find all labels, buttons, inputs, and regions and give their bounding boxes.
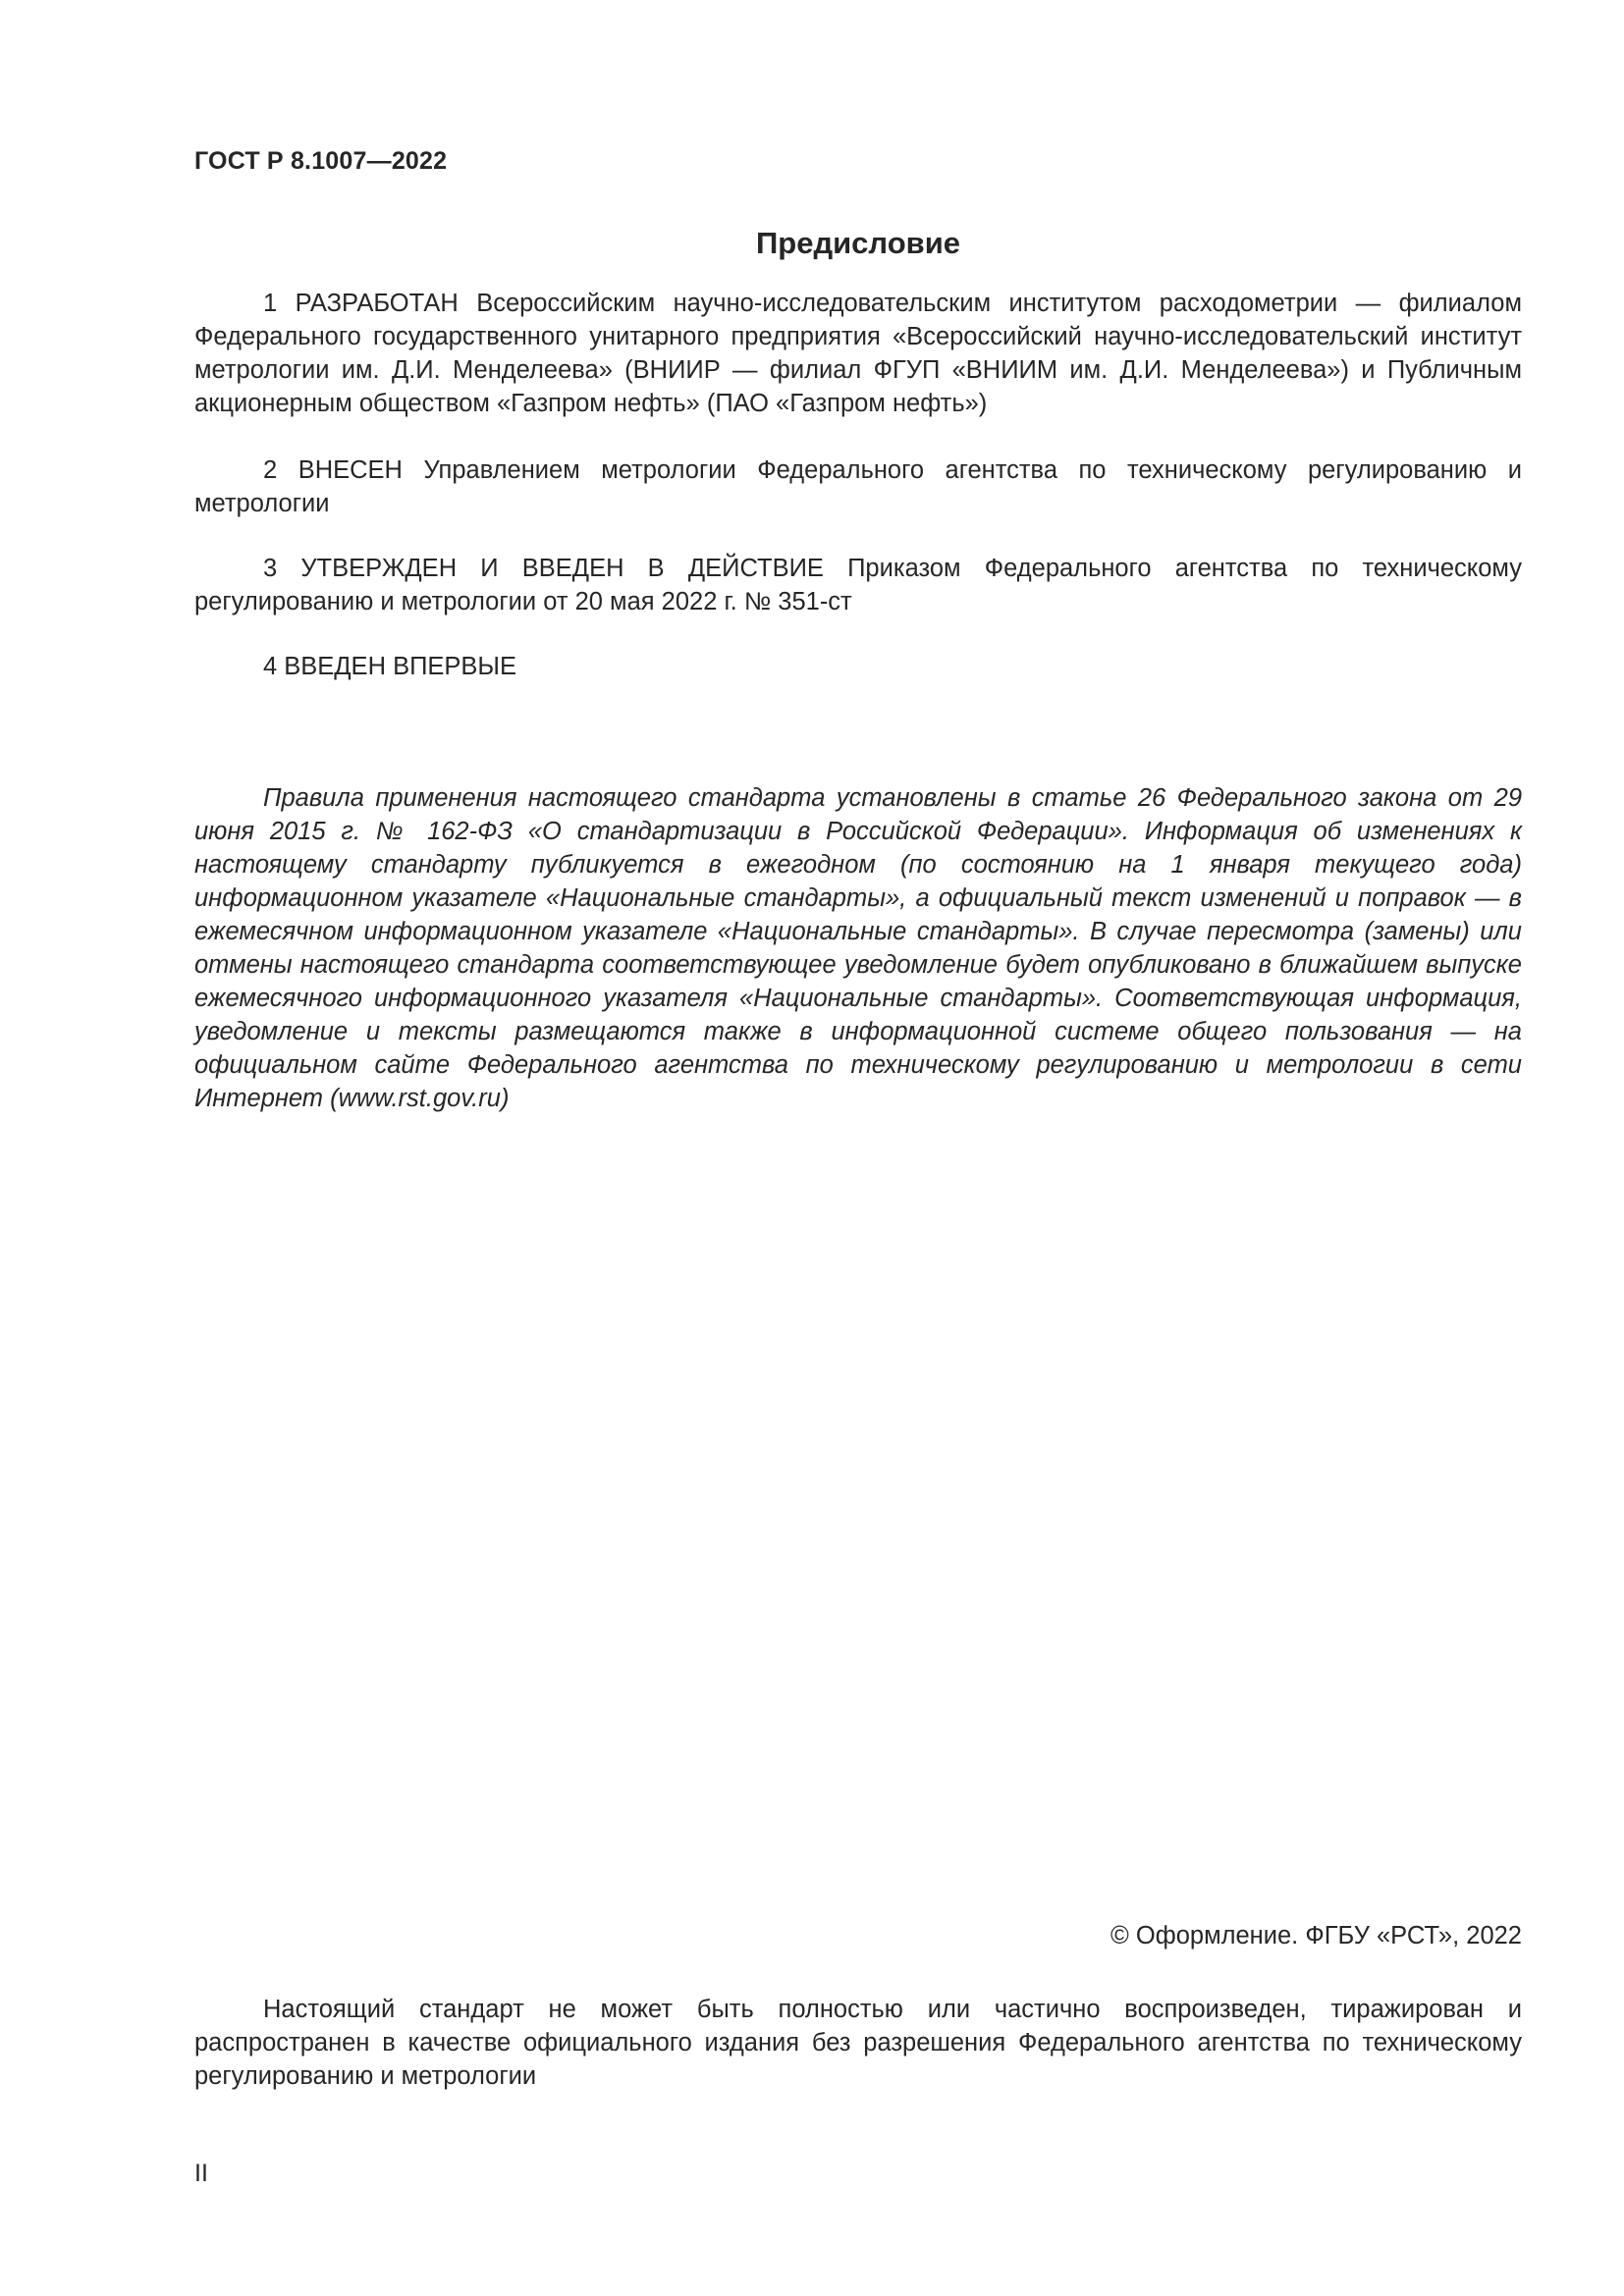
copyright-line: © Оформление. ФГБУ «РСТ», 2022 (1110, 1922, 1522, 1949)
paragraph-developed: 1 РАЗРАБОТАН Всероссийским научно-исследовательским институтом расходометрии — филиалом Федерального государственного унитарного предприятия «Всероссийский научно-исследовательский институт метрологии им. Д.И. Менделеева» (ВНИИР — филиал ФГУП «ВНИИМ им. Д.И. Менделеева») и Публичным акционерным обществом «Газпром нефть» (ПАО «Газпром нефть») (194, 290, 1522, 417)
reproduction-notice: Настоящий стандарт не может быть полностью или частично воспроизведен, тиражирован и распространен в качестве официального издания без разрешения Федерального агентства по техническому регулированию и метрологии (194, 1996, 1522, 2090)
paragraph-approved: 3 УТВЕРЖДЕН И ВВЕДЕН В ДЕЙСТВИЕ Приказом Федерального агентства по техническому регулированию и метрологии от 20 мая 2022 г. № 351-ст (194, 555, 1522, 615)
paragraph-introduced: 2 ВНЕСЕН Управлением метрологии Федерального агентства по техническому регулированию и метрологии (194, 456, 1522, 517)
document-page (194, 0, 1522, 2296)
application-rules-notice: Правила применения настоящего стандарта установлены в статье 26 Федерального закона от 29 июня 2015 г. № 162-ФЗ «О стандартизации в Российской Федерации». Информация об изменениях к настоящему стандарту публикуется в ежегодном (по состоянию на 1 января текущего года) информационном указателе «Национальные стандарты», а официальный текст изменений и поправок — в ежемесячном информационном указателе «Национальные стандарты». В случае пересмотра (замены) или отмены настоящего стандарта соответствующее уведомление будет опубликовано в ближайшем выпуске ежемесячного информационного указателя «Национальные стандарты». Соответствующая информация, уведомление и тексты размещаются также в информационной системе общего пользования — на официальном сайте Федерального агентства по техническому регулированию и метрологии в сети Интернет (www.rst.gov.ru) (194, 784, 1522, 1112)
paragraph-first-introduced: 4 ВВЕДЕН ВПЕРВЫЕ (263, 653, 517, 680)
document-code: ГОСТ Р 8.1007—2022 (194, 147, 448, 175)
page-number: II (194, 2160, 208, 2187)
page-title: Предисловие (755, 226, 960, 260)
